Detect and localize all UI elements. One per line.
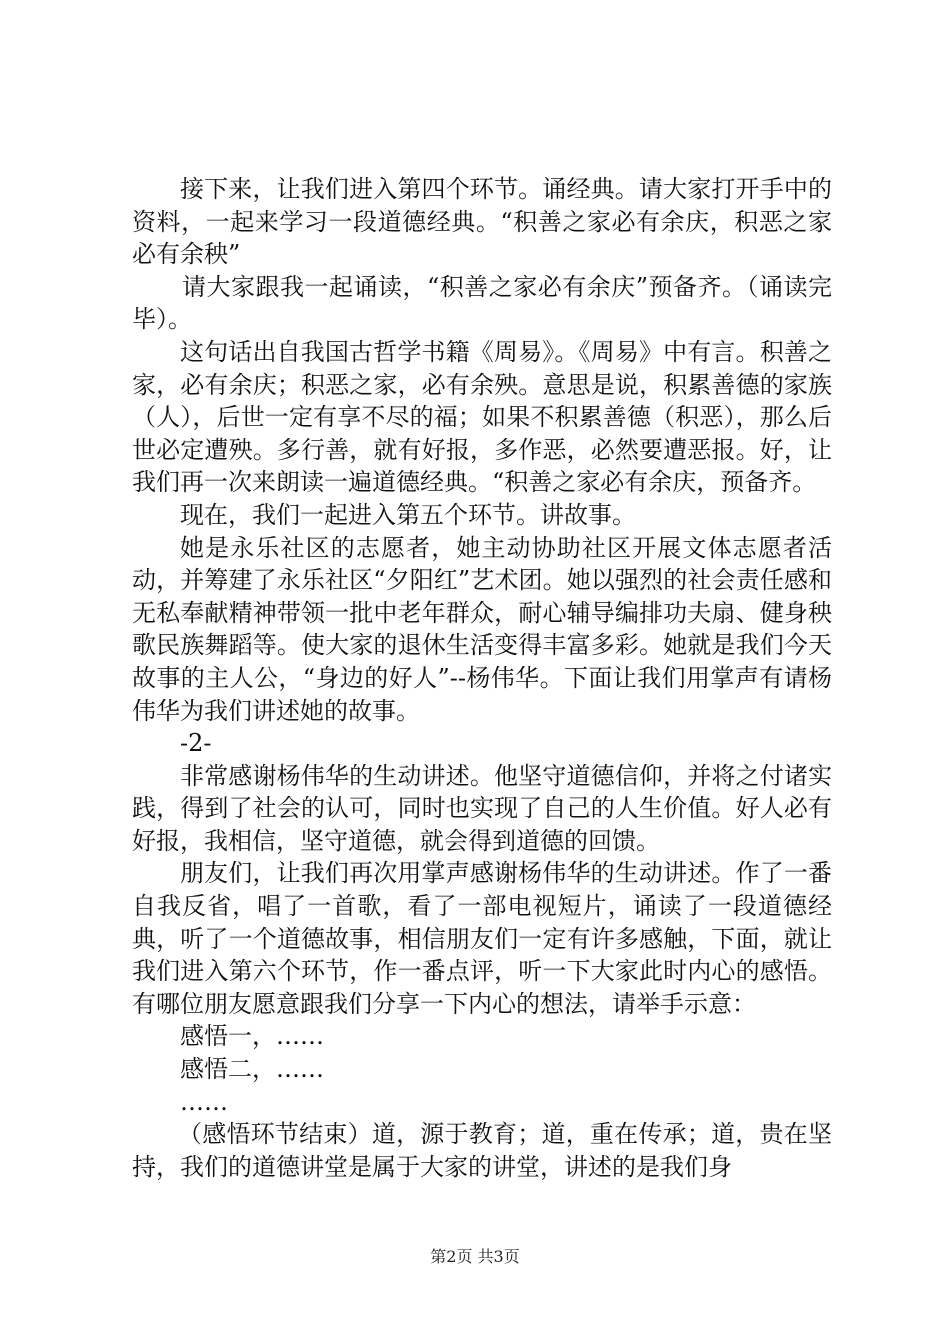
- paragraph-zhouyi-explanation: 这句话出自我国古哲学书籍《周易》。《周易》中有言。积善之家，必有余庆；积恶之家，必有余殃。意思是说，积累善德的家族（人），后世一定有享不尽的福；如果不积累善德（积恶），那么后世必定遭殃。多行善，就有好报，多作恶，必然要遭恶报。好，让我们再一次来朗读一遍道德经典。“积善之家必有余庆，预备齐。: [132, 337, 832, 497]
- paragraph-recite-together: 请大家跟我一起诵读，“积善之家必有余庆”预备齐。（诵读完毕）。: [132, 272, 832, 334]
- page-footer: 第2页 共3页: [430, 1247, 520, 1266]
- paragraph-insight-one: 感悟一，……: [180, 1022, 324, 1051]
- paragraph-ellipsis: ……: [180, 1087, 228, 1116]
- page-marker: -2-: [180, 729, 212, 758]
- paragraph-sixth-section: 朋友们，让我们再次用掌声感谢杨伟华的生动讲述。作了一番自我反省，唱了一首歌，看了一部电视短片，诵读了一段道德经典，听了一个道德故事，相信朋友们一定有许多感触，下面，就让我们进入第六个环节，作一番点评，听一下大家此时内心的感悟。有哪位朋友愿意跟我们分享一下内心的想法，请举手示意：: [132, 859, 832, 1018]
- paragraph-volunteer-story: 她是永乐社区的志愿者，她主动协助社区开展文体志愿者活动，并筹建了永乐社区“夕阳红”艺术团。她以强烈的社会责任感和无私奉献精神带领一批中老年群众，耐心辅导编排功夫扇、健身秧歌民族舞蹈等。使大家的退休生活变得丰富多彩。她就是我们今天故事的主人公，“身边的好人”--杨伟华。下面让我们用掌声有请杨伟华为我们讲述她的故事。: [132, 533, 832, 725]
- paragraph-thanks: 非常感谢杨伟华的生动讲述。他坚守道德信仰，并将之付诸实践，得到了社会的认可，同时也实现了自己的人生价值。好人必有好报，我相信，坚守道德，就会得到道德的回馈。: [132, 761, 832, 855]
- paragraph-fourth-section: 接下来，让我们进入第四个环节。诵经典。请大家打开手中的资料，一起来学习一段道德经典。“积善之家必有余庆，积恶之家必有余秧”: [132, 175, 832, 269]
- paragraph-insight-two: 感悟二，……: [180, 1055, 324, 1084]
- paragraph-fifth-section: 现在，我们一起进入第五个环节。讲故事。: [180, 500, 636, 529]
- document-body: [132, 173, 832, 1183]
- paragraph-insight-end: （感悟环节结束）道，源于教育；道，重在传承；道，贵在坚持，我们的道德讲堂是属于大家的讲堂，讲述的是我们身: [132, 1120, 832, 1181]
